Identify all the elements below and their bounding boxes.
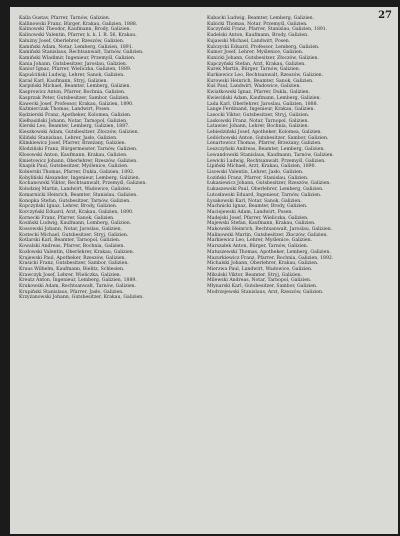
directory-entry: Kiliński Stanislaus, Lehrer, Jasło, Galizien.	[19, 135, 118, 141]
directory-entry: Kreutz Anton, Ingenieur, Lemberg, Galizien, 1889.	[19, 278, 137, 284]
directory-entry: Kujawski Michael, Landwirt, Posen.	[207, 38, 291, 44]
directory-entry: Kuczyński Franz, Pfarrer, Stanislau, Galizien, 1891.	[207, 27, 328, 33]
directory-entry: Lewicki Ludwig, Rechtsanwalt, Przemyśl, Galizien.	[207, 158, 326, 164]
directory-entry: Klimkiewicz Josef, Pfarrer, Brzeżany, Galizien.	[19, 141, 127, 147]
directory-entry: Kałużny Josef, Oberlehrer, Rzeszów, Galizien.	[19, 38, 125, 44]
directory-entry: Kalla Gustav, Pfarrer, Tarnów, Galizien.	[19, 16, 111, 21]
directory-entry: Krupiński Stanislaus, Pfarrer, Jasło, Galizien.	[19, 289, 124, 295]
directory-entry: Kozłowski Valentin, Oberlehrer, Krakau, Galizien.	[19, 249, 135, 255]
directory-entry: Kotlarski Karl, Beamter, Tarnopol, Galizien.	[19, 238, 121, 244]
directory-entry: Mazurkiewicz Franz, Pfarrer, Bochnia, Galizien, 1892.	[207, 255, 334, 261]
directory-entry: Lasocki Viktor, Gutsbesitzer, Stryj, Galizien.	[207, 112, 310, 118]
directory-entry: Łoziński Franz, Pfarrer, Stanislau, Galizien.	[207, 175, 309, 181]
directory-entry: Kochanowski Viktor, Rechtsanwalt, Przemyśl, Galizien.	[19, 181, 147, 187]
scanned-page	[10, 7, 398, 534]
left-column	[19, 16, 195, 301]
directory-entry: Kubicki Thomas, Notar, Przemyśl, Galizien.	[207, 21, 308, 27]
directory-entry: Krawczyk Josef, Lehrer, Wieliczka, Galizien.	[19, 272, 122, 278]
directory-entry: Kierski Leo, Beamter, Lemberg, Galizien, 1887.	[19, 124, 130, 130]
directory-entry: Kwieciński Adam, Kaufmann, Lemberg, Galizien.	[207, 95, 321, 101]
directory-entry: Kamiński Wladimir, Ingenieur, Przemyśl, Galizien.	[19, 55, 136, 61]
directory-entry: Latawiec Johann, Lehrer, Bochnia, Galizien.	[207, 124, 310, 130]
directory-entry: Krukowski Adam, Rechtsanwalt, Tarnów, Galizien.	[19, 284, 136, 290]
directory-entry: Knapik Paul, Gutsbesitzer, Myślenice, Galizien.	[19, 164, 129, 170]
directory-entry: Malinowski Martin, Gutsbesitzer, Złoczów, Galizien.	[207, 232, 328, 238]
directory-entry: Kunicki Johann, Gutsbesitzer, Złoczów, Galizien.	[207, 55, 319, 61]
directory-entry: Mierzwa Paul, Landwirt, Wadowice, Galizien.	[207, 266, 313, 272]
directory-entry: Laskowski Franz, Notar, Tarnopol, Galizien.	[207, 118, 309, 124]
directory-entry: Kłodziński Franz, Bürgermeister, Tarnów, Galizien.	[19, 147, 138, 153]
directory-entry: Kanior Ignaz, Pfarrer, Wieliczka, Galizien, 1889.	[19, 67, 132, 73]
directory-entry: Karaś Karl, Kaufmann, Stryj, Galizien.	[19, 78, 108, 84]
directory-entry: Kulczycki Eduard, Professor, Lemberg, Galizien.	[207, 44, 320, 50]
directory-entry: Kłosowski Anton, Kaufmann, Krakau, Galizien.	[19, 152, 128, 158]
directory-entry: Kmietowicz Johann, Oberlehrer, Rzeszów, Galizien.	[19, 158, 138, 164]
directory-entry: Kowalski Andreas, Pfarrer, Bochnia, Galizien.	[19, 244, 125, 250]
directory-entry: Kalinowski Theodor, Kaufmann, Brody, Galizien.	[19, 27, 131, 33]
directory-entry: Kieszkowski Adam, Gutsbesitzer, Złoczów, Galizien.	[19, 130, 140, 136]
directory-entry: Karpiński Michael, Beamter, Lemberg, Galizien.	[19, 84, 131, 90]
directory-entry: Lipiński Michael, Arzt, Krakau, Galizien, 1890.	[207, 164, 316, 170]
directory-entry: Leszczyński Andreas, Beamter, Lemberg, Galizien.	[207, 147, 325, 153]
directory-entry: Kurowski Heinrich, Beamter, Sanok, Galizien.	[207, 78, 314, 84]
directory-entry: Kornecki Franz, Pfarrer, Sanok, Galizien.	[19, 215, 115, 221]
directory-entry: Kopczyński Ignaz, Lehrer, Brody, Galizien.	[19, 204, 118, 210]
directory-entry: Marszałek Anton, Bürger, Tarnów, Galizien.	[207, 244, 309, 250]
directory-entry: Modrzejewski Stanislaus, Arzt, Rzeszów, Galizien.	[207, 289, 324, 295]
directory-entry: Kania Johann, Gutsbesitzer, Jaroslau, Galizien.	[19, 61, 128, 67]
directory-entry: Kurkiewicz Leo, Rechtsanwalt, Rzeszów, Galizien.	[207, 73, 324, 79]
directory-entry: Mikulski Viktor, Beamter, Stryj, Galizien.	[207, 272, 303, 278]
directory-entry: Kumor Josef, Lehrer, Myślenice, Galizien.	[207, 50, 304, 56]
directory-entry: Lenartowicz Thomas, Pfarrer, Brzeżany, Galizien.	[207, 141, 322, 147]
directory-entry: Kostecki Michael, Gutsbesitzer, Stryj, Galizien.	[19, 232, 129, 238]
directory-entry: Korczyński Eduard, Arzt, Krakau, Galizien, 1890.	[19, 209, 134, 215]
directory-entry: Lisowski Valentin, Lehrer, Jasło, Galizien.	[207, 169, 304, 175]
directory-entry: Matuszewski Thomas, Apotheker, Lemberg, Galizien.	[207, 249, 331, 255]
directory-entry: Lebiedziński Josef, Apotheker, Kolomea, Galizien.	[207, 130, 322, 136]
directory-entry: Łukaszewski Paul, Oberlehrer, Lemberg, Galizien.	[207, 187, 324, 193]
directory-entry: Kawecki Josef, Professor, Krakau, Galizien, 1890.	[19, 101, 134, 107]
directory-entry: Machnicki Ignaz, Beamter, Brody, Galizien.	[207, 204, 308, 210]
directory-entry: Lutosławski Eduard, Ingenieur, Tarnów, Galizien.	[207, 192, 322, 198]
directory-entry: Krasicki Franz, Gutsbesitzer, Sambor, Galizien.	[19, 261, 129, 267]
directory-entry: Kallinowski Franz, Bürger, Krakau, Galizien, 1888.	[19, 21, 138, 27]
directory-entry: Kamiński Adam, Notar, Lemberg, Galizien, 1891.	[19, 44, 134, 50]
directory-entry: Krajewski Paul, Apotheker, Rzeszów, Galizien.	[19, 255, 126, 261]
directory-entry: Kalinowski Valentin, Pfarrer, k. k. I. R. 56, Krakau.	[19, 33, 137, 39]
directory-entry: Kasprzak Peter, Gutsbesitzer, Sambor, Galizien.	[19, 95, 130, 101]
directory-entry: Kraus Wilhelm, Kaufmann, Bielitz, Schlesien.	[19, 266, 125, 272]
directory-entry: Konopka Stefan, Gutsbesitzer, Tarnów, Galizien.	[19, 198, 131, 204]
directory-entry: Ledóchowski Anton, Gutsbesitzer, Sambor, Galizien.	[207, 135, 329, 141]
directory-entry: Kędzierski Franz, Apotheker, Kolomea, Galizien.	[19, 112, 132, 118]
directory-entry: Majewski Stefan, Kaufmann, Krakau, Galizien.	[207, 221, 316, 227]
directory-entry: Kobierski Thomas, Pfarrer, Dukla, Galizien, 1892.	[19, 169, 135, 175]
directory-entry: Lewandowski Stanislaus, Kaufmann, Tarnów, Galizien.	[207, 152, 334, 158]
directory-entry: Kosiński Ludwig, Kaufmann, Lemberg, Galizien.	[19, 221, 132, 227]
directory-entry: Kurek Martin, Bürger, Tarnów, Galizien.	[207, 67, 301, 73]
directory-entry: Makowski Heinrich, Rechtsanwalt, Jaroslau, Galizien.	[207, 227, 333, 233]
right-column	[207, 16, 383, 295]
directory-entry: Komarnicki Heinrich, Beamter, Stanislau, Galizien.	[19, 192, 138, 198]
directory-entry: Maciejewski Adam, Landwirt, Posen.	[207, 209, 293, 215]
directory-entry: Kwiatkowski Ignaz, Pfarrer, Dukla, Galizien.	[207, 90, 310, 96]
directory-entry: Lange Ferdinand, Ingenieur, Krakau, Galizien.	[207, 107, 315, 113]
directory-entry: Kudelski Anton, Kaufmann, Brody, Galizien.	[207, 33, 309, 39]
directory-entry: Kołodziej Martin, Landwirt, Wadowice, Galizien.	[19, 187, 132, 193]
directory-entry: Kubacki Ludwig, Beamter, Lemberg, Galizien.	[207, 16, 315, 21]
directory-entry: Kamiński Stanislaus, Rechtsanwalt, Tarnów, Galizien.	[19, 50, 144, 56]
directory-entry: Młynarski Karl, Gutsbesitzer, Sambor, Galizien.	[207, 284, 318, 290]
directory-entry: Milewski Andreas, Notar, Tarnopol, Galizien.	[207, 278, 312, 284]
directory-entry: Kiełbasiński Johann, Notar, Tarnopol, Galizien.	[19, 118, 128, 124]
directory-entry: Kasprowicz Anton, Pfarrer, Bochnia, Galizien.	[19, 90, 126, 96]
directory-entry: Lada Karl, Oberlehrer, Jaroslau, Galizien, 1888.	[207, 101, 318, 107]
directory-entry: Madejski Josef, Pfarrer, Wieliczka, Galizien.	[207, 215, 309, 221]
directory-entry: Michalski Johann, Oberlehrer, Krakau, Galizien.	[207, 261, 319, 267]
directory-entry: Łysakowski Karl, Notar, Sanok, Galizien.	[207, 198, 302, 204]
directory-entry: Kupczyński Stefan, Arzt, Krakau, Galizien.	[207, 61, 306, 67]
directory-entry: Krzyżanowski Johann, Gutsbesitzer, Krakau, Galizien.	[19, 295, 144, 301]
directory-entry: Markiewicz Leo, Lehrer, Myślenice, Galizien.	[207, 238, 313, 244]
directory-entry: Łukasiewicz Johann, Gutsbesitzer, Rzeszów, Galizien.	[207, 181, 331, 187]
directory-entry: Kuś Paul, Landwirt, Wadowice, Galizien.	[207, 84, 301, 90]
page-number: 27	[378, 10, 392, 21]
directory-entry: Kobyliński Alexander, Ingenieur, Lemberg, Galizien.	[19, 175, 141, 181]
directory-entry: Kossowski Johann, Notar, Jaroslau, Galizien.	[19, 227, 123, 233]
directory-entry: Kaźmierczak Thomas, Landwirt, Posen.	[19, 107, 111, 113]
directory-entry: Kapuściński Ludwig, Lehrer, Sanok, Galizien.	[19, 73, 125, 79]
